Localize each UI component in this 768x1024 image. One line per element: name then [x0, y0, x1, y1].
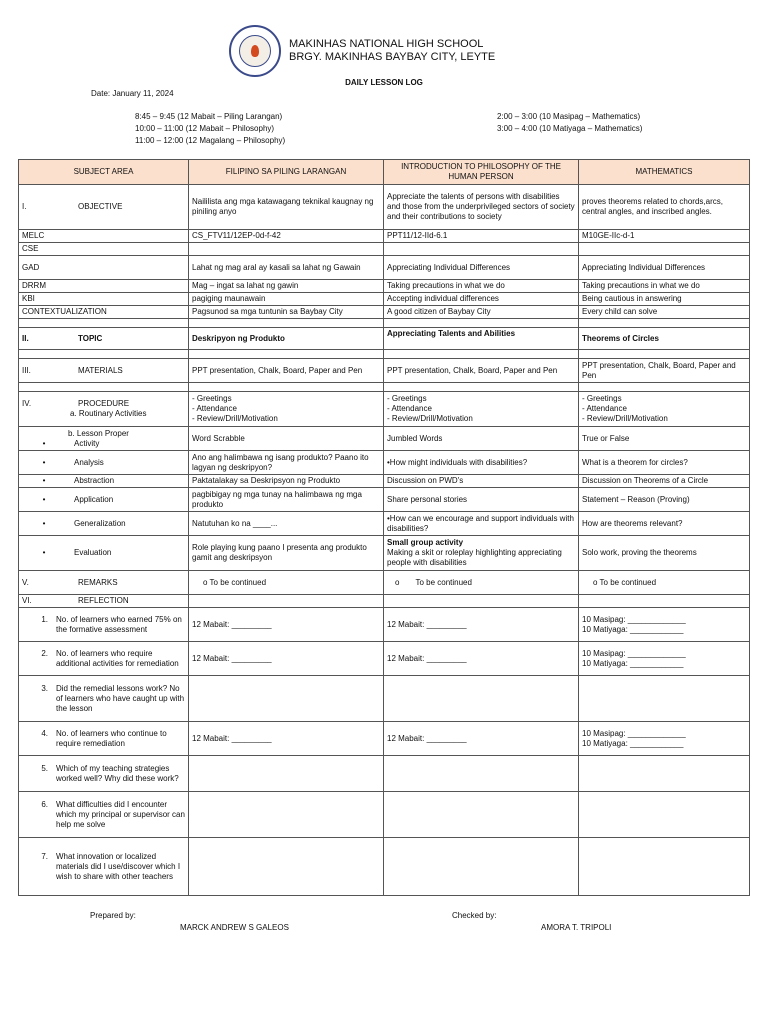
column-header: FILIPINO SA PILING LARANGAN — [189, 160, 384, 185]
row-label: No. of learners who require additional activities for remediation — [56, 648, 179, 668]
table-row-reflection-4 — [19, 722, 750, 756]
row-label: MELC — [19, 230, 189, 243]
table-row-contextualization — [19, 306, 750, 319]
table-cell: A good citizen of Baybay City — [384, 306, 579, 319]
row-label: Activity — [74, 438, 100, 448]
table-cell: Appreciating Individual Differences — [579, 256, 750, 280]
table-row-procedure — [19, 392, 750, 427]
table-cell: •How can we encourage and support individuals with disabilities? — [384, 512, 579, 536]
row-number: II. — [22, 333, 29, 343]
row-label: No. of learners who continue to require remediation — [56, 728, 167, 748]
table-cell: 12 Mabait: _________ — [189, 642, 384, 676]
table-cell: 12 Mabait: _________ — [384, 608, 579, 642]
bullet-icon: • — [42, 457, 46, 467]
table-cell: PPT11/12-IId-6.1 — [384, 230, 579, 243]
table-row-spacer — [19, 350, 750, 359]
table-cell: Accepting individual differences — [384, 293, 579, 306]
table-cell: Deskripyon ng Produkto — [189, 328, 384, 350]
table-cell: o To be continued — [189, 571, 384, 595]
row-label: REMARKS — [78, 577, 118, 587]
bullet-icon: • — [42, 494, 46, 504]
lesson-log-table — [18, 159, 750, 896]
table-cell: Word Scrabble — [189, 427, 384, 451]
table-cell: - Greetings - Attendance - Review/Drill/Motivation — [189, 392, 384, 427]
row-label: No. of learners who earned 75% on the formative assessment — [56, 614, 182, 634]
table-cell: Role playing kung paano I presenta ang produkto gamit ang deskripsyon — [189, 536, 384, 571]
document-title: DAILY LESSON LOG — [345, 78, 423, 87]
row-number: 6. — [41, 799, 48, 809]
table-cell: 12 Mabait: _________ — [189, 722, 384, 756]
table-header-row — [19, 160, 750, 185]
row-label: DRRM — [19, 280, 189, 293]
row-number: 5. — [41, 763, 48, 773]
column-header: SUBJECT AREA — [19, 160, 189, 185]
row-number: IV. — [22, 399, 32, 408]
row-label: Abstraction — [74, 476, 115, 485]
table-row-gad — [19, 256, 750, 280]
row-label: OBJECTIVE — [78, 202, 123, 211]
table-row-analysis — [19, 451, 750, 475]
table-cell: Ano ang halimbawa ng isang produkto? Paano ito lagyan ng deskripyon? — [189, 451, 384, 475]
row-label: CONTEXTUALIZATION — [19, 306, 189, 319]
table-cell: Natutuhan ko na ____... — [189, 512, 384, 536]
row-number: I. — [22, 202, 27, 211]
row-label: What innovation or localized materials did I use/discover which I wish to share with other teachers — [56, 851, 181, 881]
table-cell: What is a theorem for circles? — [579, 451, 750, 475]
table-cell: Pagsunod sa mga tuntunin sa Baybay City — [189, 306, 384, 319]
table-row-evaluation — [19, 536, 750, 571]
table-cell: pagiging maunawain — [189, 293, 384, 306]
table-cell: - Greetings - Attendance - Review/Drill/Motivation — [384, 392, 579, 427]
column-header: INTRODUCTION TO PHILOSOPHY OF THE HUMAN PERSON — [384, 160, 579, 185]
table-row-generalization — [19, 512, 750, 536]
table-row-reflection-6 — [19, 792, 750, 838]
row-label: Evaluation — [74, 548, 112, 557]
table-row-topic — [19, 328, 750, 350]
table-cell: Appreciating Individual Differences — [384, 256, 579, 280]
table-cell: 10 Masipag: _____________ 10 Matiyaga: ____________ — [579, 722, 750, 756]
table-cell: Solo work, proving the theorems — [579, 536, 750, 571]
table-row-activity — [19, 427, 750, 451]
table-row-remarks — [19, 571, 750, 595]
table-cell: M10GE-IIc-d-1 — [579, 230, 750, 243]
sub-label: b. Lesson Proper — [68, 428, 129, 438]
row-label: Application — [74, 494, 114, 504]
school-seal-icon — [229, 25, 281, 77]
table-row-spacer — [19, 383, 750, 392]
table-cell: Small group activity Making a skit or roleplay highlighting appreciating people with disabilities — [384, 536, 579, 571]
schedule-left — [135, 111, 285, 147]
table-cell: PPT presentation, Chalk, Board, Paper and Pen — [579, 359, 750, 383]
table-cell: True or False — [579, 427, 750, 451]
prepared-by-label: Prepared by: — [90, 911, 136, 920]
table-cell: Lahat ng mag aral ay kasali sa lahat ng Gawain — [189, 256, 384, 280]
table-cell: •How might individuals with disabilities? — [384, 451, 579, 475]
row-number: 4. — [41, 728, 48, 738]
table-cell: Statement – Reason (Proving) — [579, 488, 750, 512]
table-cell: 10 Masipag: _____________ 10 Matiyaga: ____________ — [579, 608, 750, 642]
table-cell: Theorems of Circles — [579, 328, 750, 350]
row-number: 3. — [41, 683, 48, 693]
row-label: Did the remedial lessons work? No of learners who have caught up with the lesson — [56, 683, 185, 713]
school-address: BRGY. MAKINHAS BAYBAY CITY, LEYTE — [289, 51, 496, 63]
table-cell: Share personal stories — [384, 488, 579, 512]
table-cell: Mag – ingat sa lahat ng gawin — [189, 280, 384, 293]
table-row-application — [19, 488, 750, 512]
row-label: MATERIALS — [78, 365, 123, 375]
table-cell: 12 Mabait: _________ — [384, 642, 579, 676]
table-cell: Taking precautions in what we do — [384, 280, 579, 293]
table-cell: Being cautious in answering — [579, 293, 750, 306]
table-cell: Appreciating Talents and Abilities — [384, 328, 579, 350]
table-cell: CS_FTV11/12EP-0d-f-42 — [189, 230, 384, 243]
row-number: 2. — [41, 648, 48, 658]
bullet-icon: • — [42, 438, 46, 448]
table-cell: Discussion on PWD's — [384, 475, 579, 488]
table-cell: 10 Masipag: _____________ 10 Matiyaga: ____________ — [579, 642, 750, 676]
table-cell: 12 Mabait: _________ — [384, 722, 579, 756]
table-cell: PPT presentation, Chalk, Board, Paper and Pen — [384, 359, 579, 383]
school-info — [289, 38, 495, 64]
row-label: GAD — [19, 256, 189, 280]
row-number: III. — [22, 365, 31, 375]
row-label: Analysis — [74, 457, 104, 467]
row-label: Which of my teaching strategies worked well? Why did these work? — [56, 763, 179, 783]
table-cell: 12 Mabait: _________ — [189, 608, 384, 642]
schedule-item: 2:00 – 3:00 (10 Masipag – Mathematics) — [497, 112, 641, 121]
school-header — [229, 26, 495, 76]
row-label: TOPIC — [78, 333, 103, 343]
table-row-spacer — [19, 319, 750, 328]
row-number: 7. — [41, 851, 48, 861]
table-row-reflection-5 — [19, 756, 750, 792]
checked-by-name: AMORA T. TRIPOLI — [541, 923, 612, 932]
checked-by-label: Checked by: — [452, 911, 497, 920]
table-cell: Discussion on Theorems of a Circle — [579, 475, 750, 488]
schedule-item: 3:00 – 4:00 (10 Matiyaga – Mathematics) — [497, 124, 643, 133]
schedule-item: 11:00 – 12:00 (12 Magalang – Philosophy) — [135, 136, 286, 145]
row-label: KBI — [19, 293, 189, 306]
table-cell: Taking precautions in what we do — [579, 280, 750, 293]
table-cell: proves theorems related to chords,arcs, central angles, and inscribed angles. — [579, 185, 750, 230]
column-header: MATHEMATICS — [579, 160, 750, 185]
row-number: 1. — [41, 614, 48, 624]
table-cell: pagbibigay ng mga tunay na halimbawa ng mga produkto — [189, 488, 384, 512]
table-cell: Jumbled Words — [384, 427, 579, 451]
table-row-reflection-3 — [19, 676, 750, 722]
table-row-cse — [19, 243, 750, 256]
row-number: V. — [22, 577, 29, 587]
schedule-right — [497, 111, 642, 135]
table-row-reflection-1 — [19, 608, 750, 642]
table-row-melc — [19, 230, 750, 243]
row-label: Generalization — [74, 518, 126, 528]
table-row-reflection-7 — [19, 838, 750, 896]
bullet-icon: • — [42, 518, 46, 528]
row-label: CSE — [19, 243, 189, 256]
row-label: What difficulties did I encounter which my principal or supervisor can help me solve — [56, 799, 185, 829]
bullet-icon: • — [42, 548, 46, 557]
table-cell: - Greetings - Attendance - Review/Drill/Motivation — [579, 392, 750, 427]
lesson-date: Date: January 11, 2024 — [91, 89, 174, 98]
table-cell: o To be continued — [384, 571, 579, 595]
table-row-reflection-2 — [19, 642, 750, 676]
row-label: REFLECTION — [78, 596, 129, 605]
table-cell: Every child can solve — [579, 306, 750, 319]
table-cell: o To be continued — [579, 571, 750, 595]
school-name: MAKINHAS NATIONAL HIGH SCHOOL — [289, 38, 484, 50]
table-row-drrm — [19, 280, 750, 293]
table-row-kbi — [19, 293, 750, 306]
table-row-reflection — [19, 595, 750, 608]
row-label: PROCEDURE — [78, 399, 130, 408]
table-cell: PPT presentation, Chalk, Board, Paper and Pen — [189, 359, 384, 383]
prepared-by-name: MARCK ANDREW S GALEOS — [180, 923, 289, 932]
table-cell: Naililista ang mga katawagang teknikal kaugnay ng piniling anyo — [189, 185, 384, 230]
table-cell: Paktatalakay sa Deskripsyon ng Produkto — [189, 475, 384, 488]
sub-label: a. Routinary Activities — [70, 409, 147, 418]
table-cell: How are theorems relevant? — [579, 512, 750, 536]
table-row-objective — [19, 185, 750, 230]
table-row-abstraction — [19, 475, 750, 488]
schedule-item: 10:00 – 11:00 (12 Mabait – Philosophy) — [135, 124, 275, 133]
schedule-item: 8:45 – 9:45 (12 Mabait – Piling Larangan) — [135, 112, 283, 121]
table-cell: Appreciate the talents of persons with disabilities and those from the underprivileged sectors of society and their contributions to society — [384, 185, 579, 230]
table-row-materials — [19, 359, 750, 383]
row-number: VI. — [22, 596, 32, 605]
bullet-icon: • — [42, 476, 46, 485]
